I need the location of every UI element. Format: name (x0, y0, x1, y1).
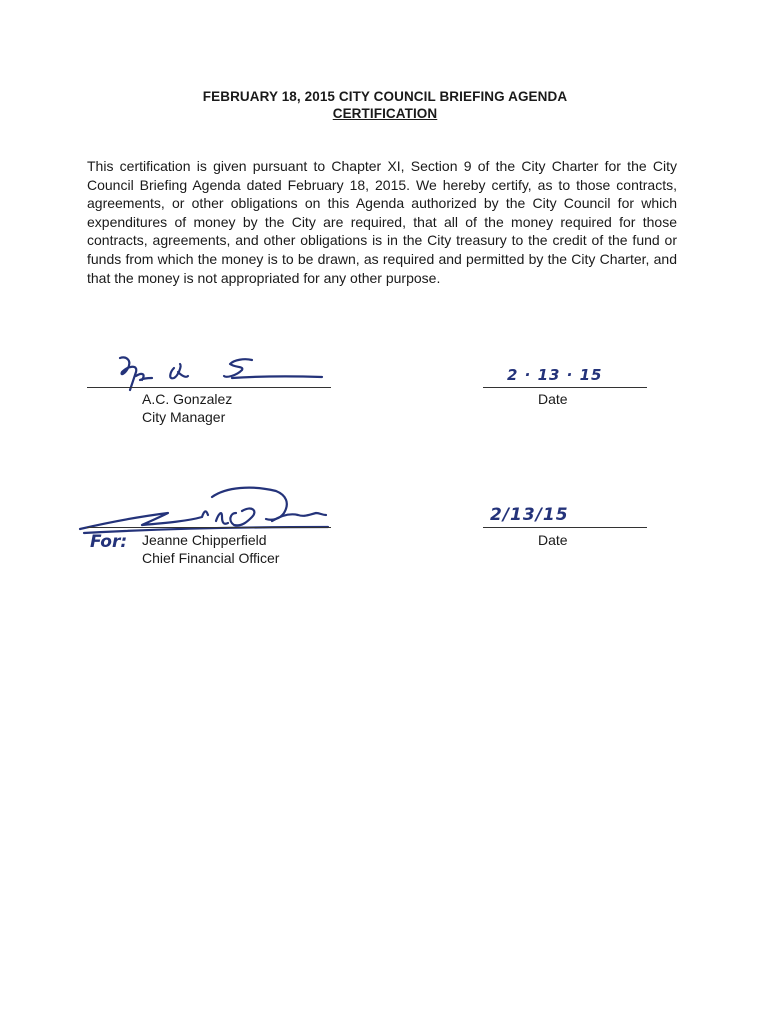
date-line-city-manager (483, 387, 647, 388)
for-prefix-handwritten: For: (90, 532, 128, 552)
handwritten-date-city-manager: 2 · 13 · 15 (507, 366, 603, 384)
agenda-title: FEBRUARY 18, 2015 CITY COUNCIL BRIEFING AGENDA (202, 89, 568, 104)
signer-title-cfo: Chief Financial Officer (142, 550, 280, 566)
signature-line-cfo (87, 527, 331, 528)
signer-title-city-manager: City Manager (142, 409, 226, 425)
handwritten-date-cfo: 2/13/15 (490, 505, 569, 525)
date-label-city-manager: Date (538, 391, 568, 407)
certification-paragraph: This certification is given pursuant to Chapter XI, Section 9 of the City Charter for the City Council Briefing Agenda dated February 18, 2015. We hereby certify, as to those contracts, agreements, or other obligations on this Agenda authorized by the City Council for which expenditures of money by the City are required, that all of the money required for those contracts, agreements, and other obligations is in the City treasury to the credit of the fund or funds from which the money is to be drawn, as required and permitted by the City Charter, and that the money is not appropriated for any other purpose. (87, 158, 677, 286)
certification-heading: CERTIFICATION (332, 106, 438, 121)
signature-line-city-manager (87, 387, 331, 388)
city-manager-signature (112, 350, 332, 395)
signer-name-cfo: Jeanne Chipperfield (142, 532, 267, 548)
signer-name-city-manager: A.C. Gonzalez (142, 391, 233, 407)
date-label-cfo: Date (538, 532, 568, 548)
date-line-cfo (483, 527, 647, 528)
